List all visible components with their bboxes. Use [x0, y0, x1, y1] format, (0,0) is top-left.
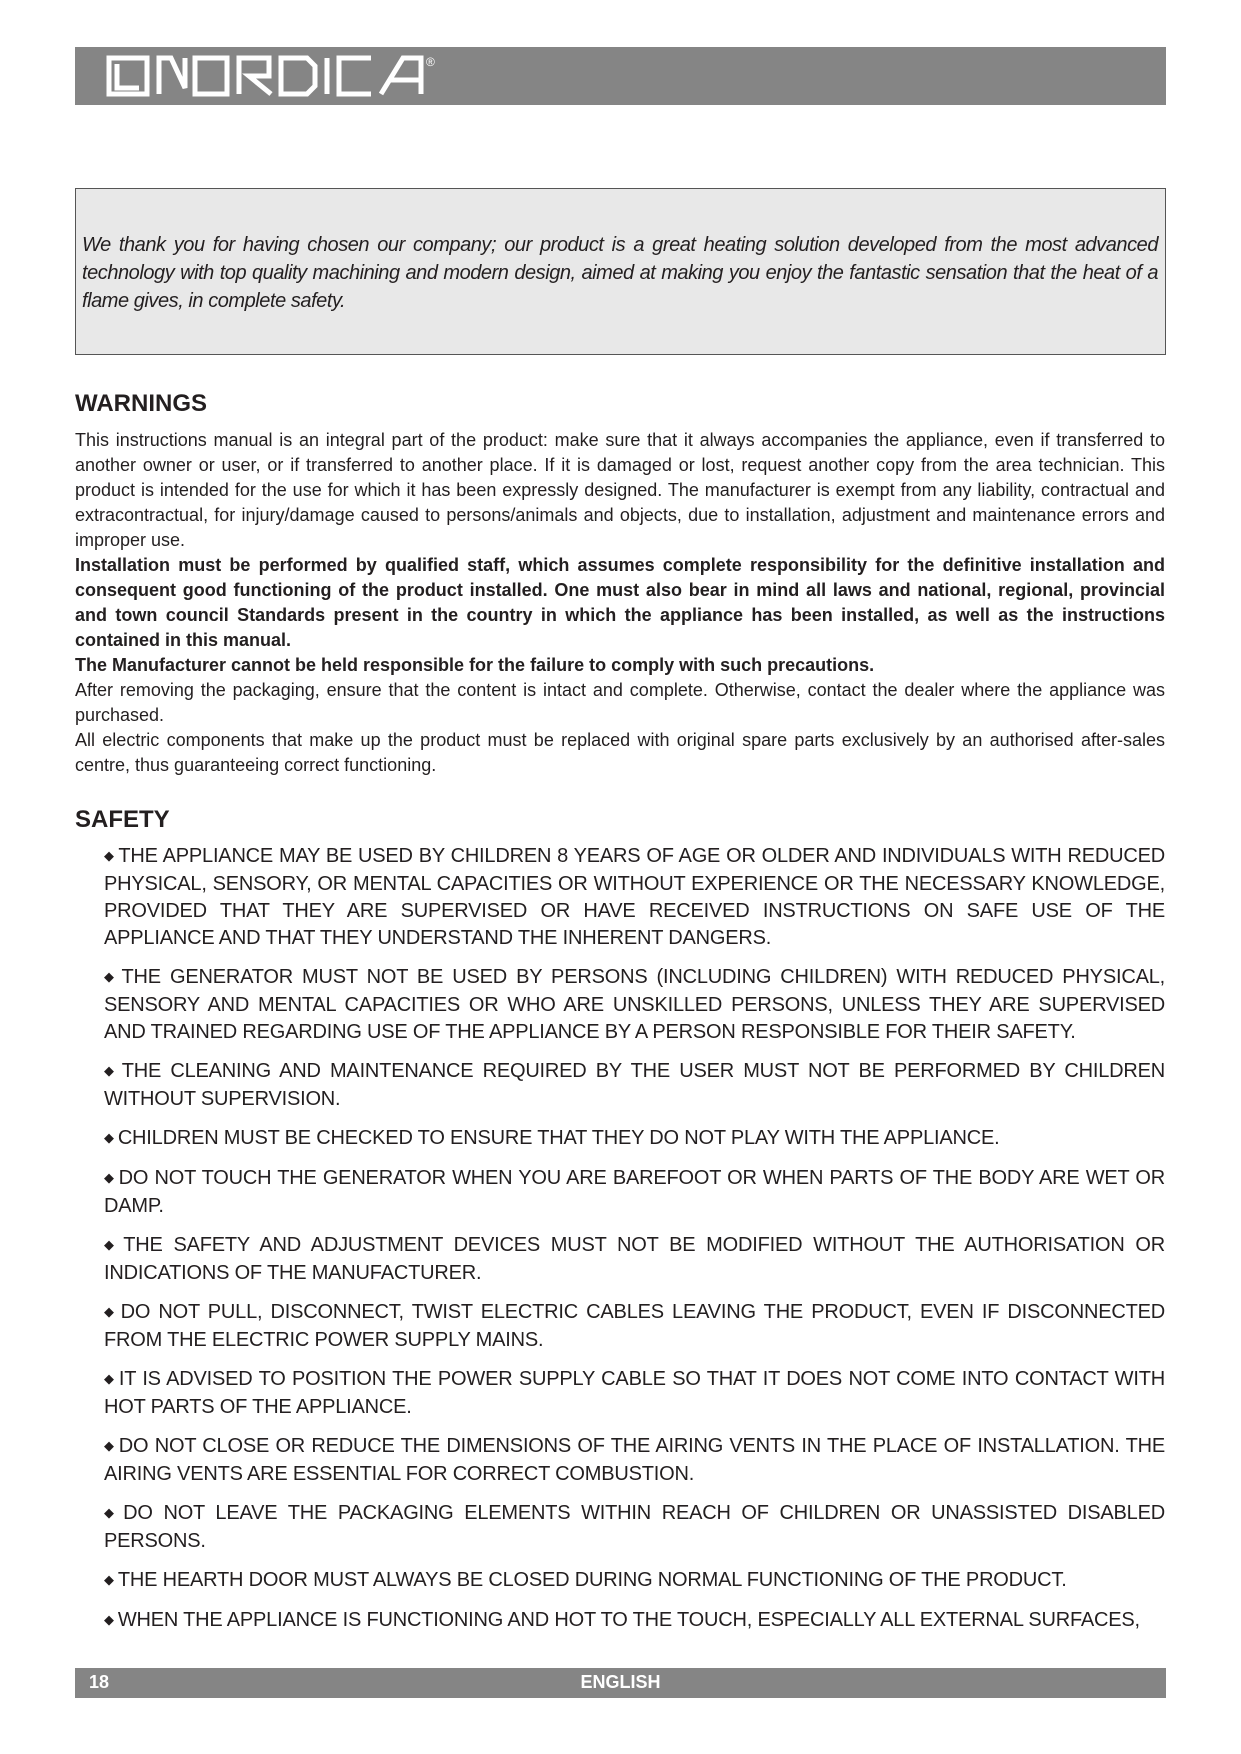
diamond-bullet-icon: ◆ — [104, 1170, 115, 1185]
safety-item — [104, 1366, 1165, 1421]
diamond-bullet-icon: ◆ — [104, 848, 115, 863]
safety-item-text: DO NOT CLOSE OR REDUCE THE DIMENSIONS OF THE AIRING VENTS IN THE PLACE OF INSTALLATION. THE AIRING VENTS ARE ESSENTIAL FOR CORRECT COMBUSTION. — [104, 1435, 1165, 1485]
safety-item-text: DO NOT LEAVE THE PACKAGING ELEMENTS WITHIN REACH OF CHILDREN OR UNASSISTED DISABLED PERSONS. — [104, 1502, 1165, 1552]
diamond-bullet-icon: ◆ — [104, 1063, 118, 1078]
registered-mark: ® — [426, 55, 435, 69]
warnings-paragraph-installation: Installation must be performed by qualified staff, which assumes complete responsibility for the definitive installation and consequent good functioning of the product installed. One must also bear in mind all laws and national, regional, provincial and town council Standards present in the country in which the appliance has been installed, as well as the instructions contained in this manual. — [75, 555, 1165, 650]
warnings-paragraph-manufacturer: The Manufacturer cannot be held responsible for the failure to comply with such precautions. — [75, 655, 875, 675]
warnings-paragraph: This instructions manual is an integral part of the product: make sure that it always accompanies the appliance, even if transferred to another owner or user, or if transferred to another place. If it is damaged or lost, request another copy from the area technician. This product is intended for the use for which it has been expressly designed. The manufacturer is exempt from any liability, contractual and extracontractual, for injury/damage caused to persons/animals and objects, due to installation, adjustment and maintenance errors and improper use. — [75, 430, 1165, 550]
safety-item — [104, 1433, 1165, 1488]
diamond-bullet-icon: ◆ — [104, 969, 118, 984]
safety-item-text: WHEN THE APPLIANCE IS FUNCTIONING AND HOT TO THE TOUCH, ESPECIALLY ALL EXTERNAL SURFACES, — [117, 1609, 1140, 1631]
la-nordica-logo — [103, 50, 503, 102]
safety-item-text: DO NOT TOUCH THE GENERATOR WHEN YOU ARE BAREFOOT OR WHEN PARTS OF THE BODY ARE WET OR DAMP. — [104, 1167, 1165, 1217]
safety-item — [104, 843, 1165, 952]
safety-item — [104, 1125, 1165, 1153]
diamond-bullet-icon: ◆ — [104, 1130, 114, 1145]
safety-item — [104, 1165, 1165, 1220]
header-bar — [75, 47, 1166, 105]
safety-list — [104, 843, 1165, 1647]
safety-item-text: CHILDREN MUST BE CHECKED TO ENSURE THAT THEY DO NOT PLAY WITH THE APPLIANCE. — [117, 1127, 1000, 1149]
safety-item-text: THE CLEANING AND MAINTENANCE REQUIRED BY THE USER MUST NOT BE PERFORMED BY CHILDREN WITHOUT SUPERVISION. — [104, 1060, 1165, 1110]
safety-item — [104, 1607, 1165, 1635]
safety-item-text: THE SAFETY AND ADJUSTMENT DEVICES MUST NOT BE MODIFIED WITHOUT THE AUTHORISATION OR INDICATIONS OF THE MANUFACTURER. — [104, 1234, 1165, 1284]
page-number: 18 — [89, 1672, 110, 1692]
safety-item-text: IT IS ADVISED TO POSITION THE POWER SUPPLY CABLE SO THAT IT DOES NOT COME INTO CONTACT WITH HOT PARTS OF THE APPLIANCE. — [104, 1368, 1165, 1418]
diamond-bullet-icon: ◆ — [104, 1438, 115, 1453]
footer-language: ENGLISH — [580, 1672, 661, 1692]
diamond-bullet-icon: ◆ — [104, 1505, 120, 1520]
diamond-bullet-icon: ◆ — [104, 1612, 114, 1627]
safety-title: SAFETY — [75, 806, 170, 833]
warnings-paragraph: After removing the packaging, ensure that the content is intact and complete. Otherwise, contact the dealer where the appliance was purchased. — [75, 680, 1165, 725]
warnings-title: WARNINGS — [75, 390, 207, 417]
diamond-bullet-icon: ◆ — [104, 1304, 117, 1319]
intro-text: We thank you for having chosen our company; our product is a great heating solution developed from the most advanced technology with top quality machining and modern design, aimed at making you enjoy the fantastic sensation that the heat of a flame gives, in complete safety. — [82, 234, 1158, 312]
footer-bar — [75, 1668, 1166, 1698]
safety-item — [104, 1299, 1165, 1354]
safety-item — [104, 1500, 1165, 1555]
safety-item — [104, 964, 1165, 1046]
warnings-body — [75, 428, 1165, 778]
safety-item-text: DO NOT PULL, DISCONNECT, TWIST ELECTRIC CABLES LEAVING THE PRODUCT, EVEN IF DISCONNECTED FROM THE ELECTRIC POWER SUPPLY MAINS. — [104, 1301, 1165, 1351]
diamond-bullet-icon: ◆ — [104, 1572, 114, 1587]
intro-box — [75, 188, 1166, 355]
warnings-paragraph: All electric components that make up the product must be replaced with original spare parts exclusively by an authorised after-sales centre, thus guaranteeing correct functioning. — [75, 730, 1165, 775]
safety-item — [104, 1058, 1165, 1113]
safety-item — [104, 1232, 1165, 1287]
safety-item — [104, 1567, 1165, 1595]
diamond-bullet-icon: ◆ — [104, 1237, 120, 1252]
safety-item-text: THE APPLIANCE MAY BE USED BY CHILDREN 8 YEARS OF AGE OR OLDER AND INDIVIDUALS WITH REDUCED PHYSICAL, SENSORY, OR MENTAL CAPACITIES OR WITHOUT EXPERIENCE OR THE NECESSARY KNOWLEDGE, PROVIDED THAT THEY ARE SUPERVISED OR HAVE RECEIVED INSTRUCTIONS ON SAFE USE OF THE APPLIANCE AND THAT THEY UNDERSTAND THE INHERENT DANGERS. — [104, 845, 1165, 949]
safety-item-text: THE HEARTH DOOR MUST ALWAYS BE CLOSED DURING NORMAL FUNCTIONING OF THE PRODUCT. — [117, 1569, 1067, 1591]
safety-item-text: THE GENERATOR MUST NOT BE USED BY PERSONS (INCLUDING CHILDREN) WITH REDUCED PHYSICAL, SENSORY AND MENTAL CAPACITIES OR WHO ARE UNSKILLED PERSONS, UNLESS THEY ARE SUPERVISED AND TRAINED REGARDING USE OF THE APPLIANCE BY A PERSON RESPONSIBLE FOR THEIR SAFETY. — [104, 966, 1165, 1043]
diamond-bullet-icon: ◆ — [104, 1371, 115, 1386]
